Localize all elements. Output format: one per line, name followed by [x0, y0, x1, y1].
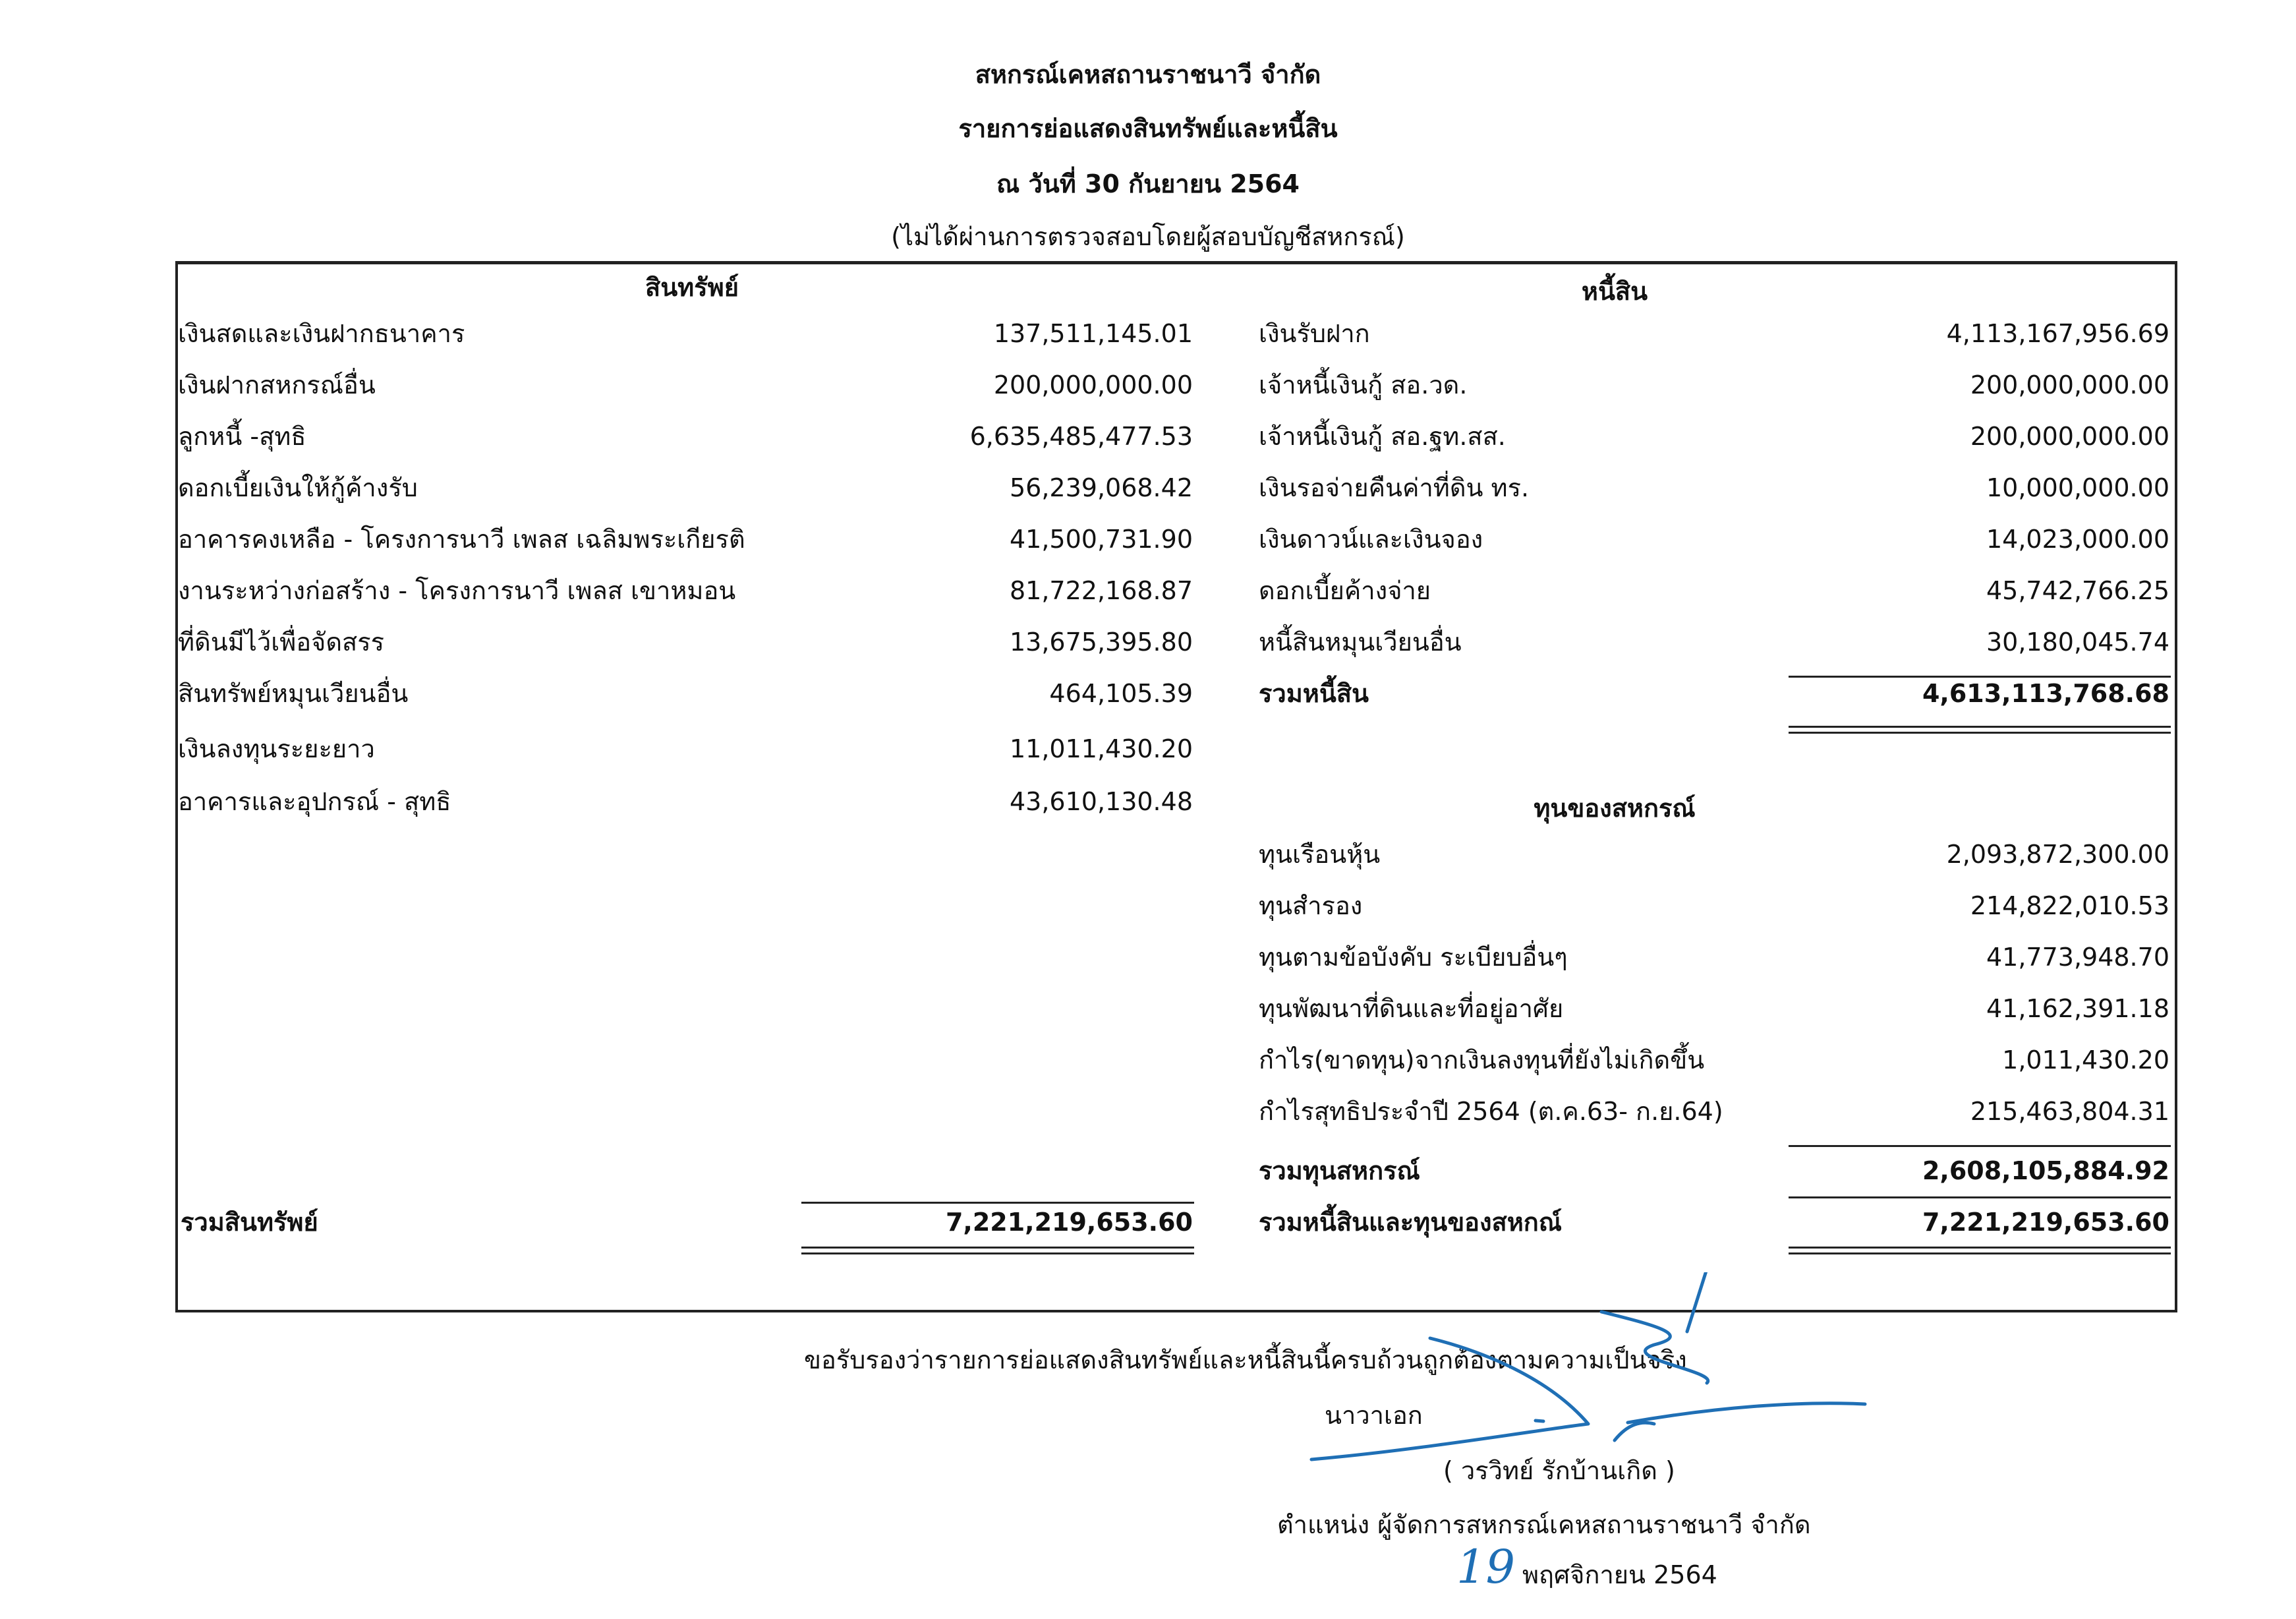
asset-label: ดอกเบี้ยเงินให้กู้ค้างรับ — [178, 473, 418, 502]
certification-text: ขอรับรองว่ารายการย่อแสดงสินทรัพย์และหนี้สินนี้ครบถ้วนถูกต้องตามความเป็นจริง — [804, 1345, 1687, 1374]
asset-amount: 81,722,168.87 — [1009, 576, 1193, 605]
asset-label: สินทรัพย์หมุนเวียนอื่น — [178, 679, 409, 708]
liabilities-total-amount: 4,613,113,768.68 — [1922, 679, 2169, 708]
asset-amount: 13,675,395.80 — [1009, 628, 1193, 657]
equity-amount: 215,463,804.31 — [1970, 1097, 2169, 1126]
equity-label: ทุนสำรอง — [1259, 891, 1363, 920]
asset-label: เงินลงทุนระยะยาว — [178, 734, 375, 763]
assets-total-label: รวมสินทรัพย์ — [181, 1208, 318, 1237]
asset-label: อาคารคงเหลือ - โครงการนาวี เพลส เฉลิมพระเกียรติ — [178, 525, 745, 554]
grand-total-double-rule — [1789, 1247, 2171, 1254]
assets-total-rule — [801, 1202, 1194, 1204]
equity-amount: 214,822,010.53 — [1970, 891, 2169, 920]
assets-total-double-rule — [801, 1247, 1194, 1254]
equity-amount: 1,011,430.20 — [2002, 1045, 2169, 1074]
assets-heading: สินทรัพย์ — [645, 273, 739, 302]
asset-label: เงินสดและเงินฝากธนาคาร — [178, 319, 465, 348]
equity-total-rule — [1789, 1145, 2171, 1147]
signature-strokes — [1311, 1272, 1865, 1459]
asset-amount: 41,500,731.90 — [1009, 525, 1193, 554]
signer-position: ตำแหน่ง ผู้จัดการสหกรณ์เคหสถานราชนาวี จำกัด — [1277, 1510, 1811, 1539]
liability-label: ดอกเบี้ยค้างจ่าย — [1259, 576, 1431, 605]
equity-label: ทุนเรือนหุ้น — [1259, 840, 1381, 869]
report-title: รายการย่อแสดงสินทรัพย์และหนี้สิน — [958, 114, 1338, 143]
asset-amount: 137,511,145.01 — [993, 319, 1193, 348]
asset-amount: 6,635,485,477.53 — [969, 422, 1193, 451]
liability-amount: 200,000,000.00 — [1970, 370, 2169, 399]
balance-sheet-frame — [175, 261, 2177, 1312]
liability-label: เงินรับฝาก — [1259, 319, 1370, 348]
liability-label: เจ้าหนี้เงินกู้ สอ.วด. — [1259, 370, 1468, 399]
signer-name: ( วรวิทย์ รักบ้านเกิด ) — [1443, 1456, 1675, 1485]
liability-amount: 45,742,766.25 — [1986, 576, 2169, 605]
equity-label: กำไร(ขาดทุน)จากเงินลงทุนที่ยังไม่เกิดขึ้น — [1259, 1045, 1705, 1074]
asset-amount: 464,105.39 — [1049, 679, 1193, 708]
liabilities-total-double-rule — [1789, 726, 2171, 734]
equity-amount: 41,162,391.18 — [1986, 994, 2169, 1023]
liability-label: เงินดาวน์และเงินจอง — [1259, 525, 1483, 554]
asset-label: งานระหว่างก่อสร้าง - โครงการนาวี เพลส เขาหมอน — [178, 576, 736, 605]
equity-total-amount: 2,608,105,884.92 — [1922, 1156, 2169, 1185]
asset-amount: 56,239,068.42 — [1009, 473, 1193, 502]
equity-label: ทุนพัฒนาที่ดินและที่อยู่อาศัย — [1259, 994, 1564, 1023]
equity-label: กำไรสุทธิประจำปี 2564 (ต.ค.63- ก.ย.64) — [1259, 1097, 1723, 1126]
liability-label: หนี้สินหมุนเวียนอื่น — [1259, 628, 1462, 657]
liability-amount: 14,023,000.00 — [1986, 525, 2169, 554]
asset-label: ลูกหนี้ -สุทธิ — [178, 422, 306, 451]
asset-amount: 11,011,430.20 — [1009, 734, 1193, 763]
liability-label: เงินรอจ่ายคืนค่าที่ดิน ทร. — [1259, 473, 1530, 502]
liability-amount: 4,113,167,956.69 — [1946, 319, 2169, 348]
liability-amount: 10,000,000.00 — [1986, 473, 2169, 502]
equity-label: ทุนตามข้อบังคับ ระเบียบอื่นๆ — [1259, 943, 1568, 972]
liabilities-heading: หนี้สิน — [1581, 277, 1648, 306]
asset-label: ที่ดินมีไว้เพื่อจัดสรร — [178, 628, 385, 657]
audit-note: (ไม่ได้ผ่านการตรวจสอบโดยผู้สอบบัญชีสหกรณ์) — [891, 222, 1405, 251]
report-date: ณ วันที่ 30 กันยายน 2564 — [996, 169, 1300, 198]
asset-label: อาคารและอุปกรณ์ - สุทธิ — [178, 787, 451, 816]
asset-amount: 43,610,130.48 — [1009, 787, 1193, 816]
equity-heading: ทุนของสหกรณ์ — [1534, 794, 1696, 823]
liability-label: เจ้าหนี้เงินกู้ สอ.ฐท.สส. — [1259, 422, 1506, 451]
equity-amount: 41,773,948.70 — [1986, 943, 2169, 972]
sign-date-month-year: พฤศจิกายน 2564 — [1522, 1560, 1717, 1589]
asset-label: เงินฝากสหกรณ์อื่น — [178, 370, 376, 399]
asset-amount: 200,000,000.00 — [993, 370, 1193, 399]
signature-icon — [1285, 1272, 1911, 1470]
assets-total-amount: 7,221,219,653.60 — [945, 1208, 1193, 1237]
sign-date-day: 19 — [1456, 1540, 1516, 1594]
grand-total-amount: 7,221,219,653.60 — [1922, 1208, 2169, 1237]
liability-amount: 200,000,000.00 — [1970, 422, 2169, 451]
grand-total-rule — [1789, 1196, 2171, 1198]
org-name: สหกรณ์เคหสถานราชนาวี จำกัด — [975, 60, 1321, 89]
equity-total-label: รวมทุนสหกรณ์ — [1259, 1156, 1420, 1185]
liability-amount: 30,180,045.74 — [1986, 628, 2169, 657]
grand-total-label: รวมหนี้สินและทุนของสหกณ์ — [1259, 1208, 1563, 1237]
liabilities-total-rule — [1789, 676, 2171, 678]
liabilities-total-label: รวมหนี้สิน — [1259, 679, 1369, 708]
signer-rank: นาวาเอก — [1325, 1401, 1423, 1430]
equity-amount: 2,093,872,300.00 — [1946, 840, 2169, 869]
